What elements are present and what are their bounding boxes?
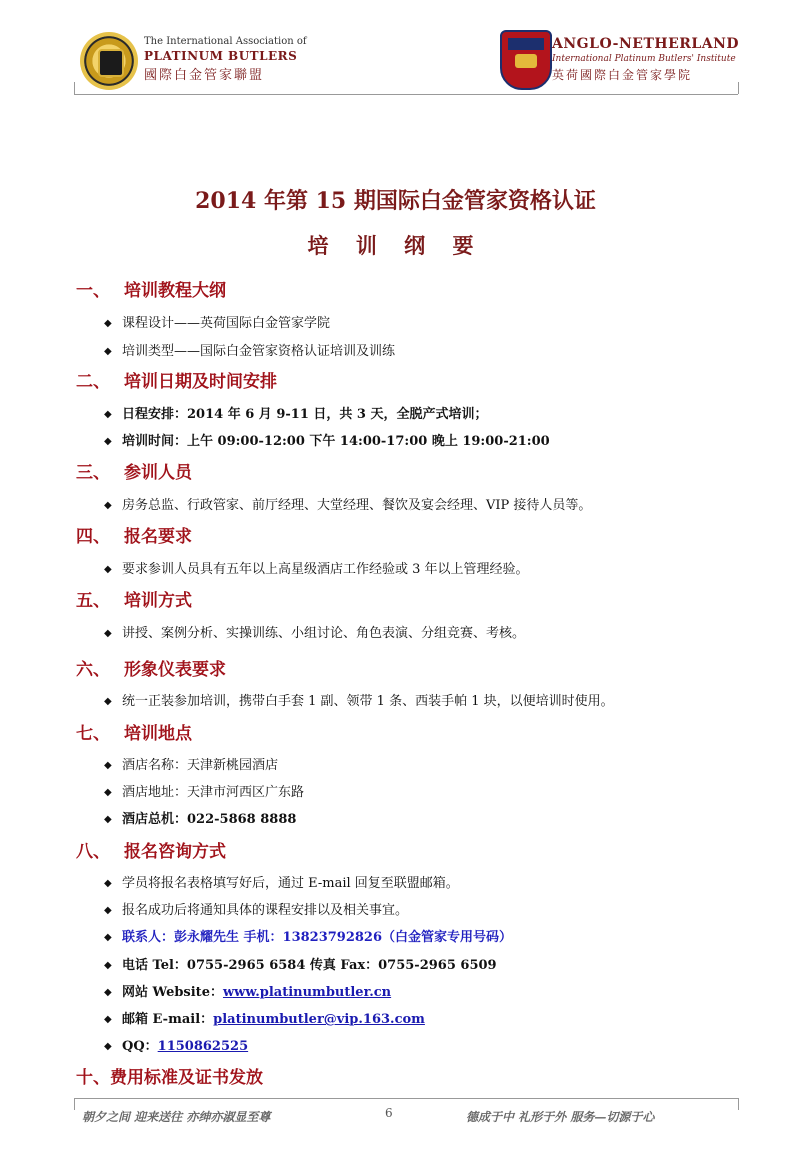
section-heading: 七、 培训地点 [76,724,192,744]
document-title: 2014 年第 15 期国际白金管家资格认证 [195,188,596,214]
contact-email: ◆ 邮箱 E-mail：platinumbutler@vip.163.com [104,1012,425,1027]
bullet-icon: ◆ [104,987,112,998]
header-right-line3: 英荷國際白金管家學院 [552,68,693,82]
section-heading: 二、 培训日期及时间安排 [76,372,277,392]
contact-website: ◆ 网站 Website：www.platinumbutler.cn [104,985,392,1000]
footer-rule-tick-left [74,1098,75,1110]
footer-right-motto: 德成于中 礼形于外 服务—切源于心 [466,1110,655,1124]
bullet-icon: ◆ [104,814,112,825]
list-item: ◆ 培训时间：上午 09:00-12:00 下午 14:00-17:00 晚上 19:00-21:00 [104,434,550,449]
header-right-line1: ANGLO-NETHERLAND [552,36,740,52]
section-heading: 五、 培训方式 [76,591,192,611]
bullet-icon: ◆ [104,905,112,916]
bullet-icon: ◆ [104,500,112,511]
bullet-icon: ◆ [104,318,112,329]
bullet-icon: ◆ [104,696,112,707]
section-heading: 六、 形象仪表要求 [76,660,226,680]
list-item: ◆ 讲授、案例分析、实操训练、小组讨论、角色表演、分组竞赛、考核。 [104,626,526,641]
header-left-logo [80,32,307,90]
bullet-icon: ◆ [104,1041,112,1052]
qq-link[interactable]: 1150862525 [157,1039,249,1054]
header-rule [74,94,738,95]
platinum-butlers-seal-icon [80,32,138,90]
list-item: ◆ 酒店总机：022-5868 8888 [104,812,297,827]
bullet-icon: ◆ [104,436,112,447]
header-right-logo [500,30,740,88]
footer-rule-tick-right [738,1098,739,1110]
header-left-line1: The International Association of [144,36,307,47]
footer-left-motto: 朝夕之间 迎来送往 亦绅亦淑显至尊 [82,1110,271,1124]
email-link[interactable]: platinumbutler@vip.163.com [213,1012,425,1027]
anglo-netherland-shield-icon [500,30,552,90]
header-rule-tick-left [74,82,75,94]
list-item: ◆ 统一正装参加培训，携带白手套 1 副、领带 1 条、西装手帕 1 块，以便培训时使用。 [104,694,614,709]
bullet-icon: ◆ [104,1014,112,1025]
header-left-line3: 國際白金管家聯盟 [144,68,265,83]
header-rule-tick-right [738,82,739,94]
contact-person: ◆ 联系人：彭永耀先生 手机：13823792826（白金管家专用号码） [104,930,513,945]
page-number: 6 [385,1106,393,1120]
list-item: ◆ 培训类型——国际白金管家资格认证培训及训练 [104,344,396,359]
header-left-line2: PLATINUM BUTLERS [144,49,298,63]
list-item: ◆ 日程安排：2014 年 6 月 9-11 日，共 3 天，全脱产式培训； [104,407,488,422]
section-heading: 一、 培训教程大纲 [76,281,226,301]
bullet-icon: ◆ [104,346,112,357]
bullet-icon: ◆ [104,564,112,575]
bullet-icon: ◆ [104,878,112,889]
list-item: ◆ 酒店地址：天津市河西区广东路 [104,785,305,800]
document-subtitle: 培 训 纲 要 [307,233,484,258]
footer-rule [74,1098,738,1099]
contact-phone: ◆ 电话 Tel：0755-2965 6584 传真 Fax：0755-2965 6509 [104,958,497,973]
bullet-icon: ◆ [104,760,112,771]
list-item: ◆ 要求参训人员具有五年以上高星级酒店工作经验或 3 年以上管理经验。 [104,562,529,577]
bullet-icon: ◆ [104,628,112,639]
section-heading-fees: 十、费用标准及证书发放 [76,1068,263,1088]
section-heading: 八、 报名咨询方式 [76,842,226,862]
section-heading: 四、 报名要求 [76,527,192,547]
list-item: ◆ 课程设计——英荷国际白金管家学院 [104,316,331,331]
bullet-icon: ◆ [104,787,112,798]
list-item: ◆ 学员将报名表格填写好后，通过 E-mail 回复至联盟邮箱。 [104,876,459,891]
website-link[interactable]: www.platinumbutler.cn [222,985,392,1000]
header-right-line2: International Platinum Butlers' Institute [552,54,736,64]
list-item: ◆ 房务总监、行政管家、前厅经理、大堂经理、餐饮及宴会经理、VIP 接待人员等。 [104,498,592,513]
section-heading: 三、 参训人员 [76,463,192,483]
contact-qq: ◆ QQ：1150862525 [104,1039,249,1054]
bullet-icon: ◆ [104,932,112,943]
bullet-icon: ◆ [104,409,112,420]
bullet-icon: ◆ [104,960,112,971]
list-item: ◆ 报名成功后将通知具体的课程安排以及相关事宜。 [104,903,409,918]
list-item: ◆ 酒店名称：天津新桃园酒店 [104,758,279,773]
